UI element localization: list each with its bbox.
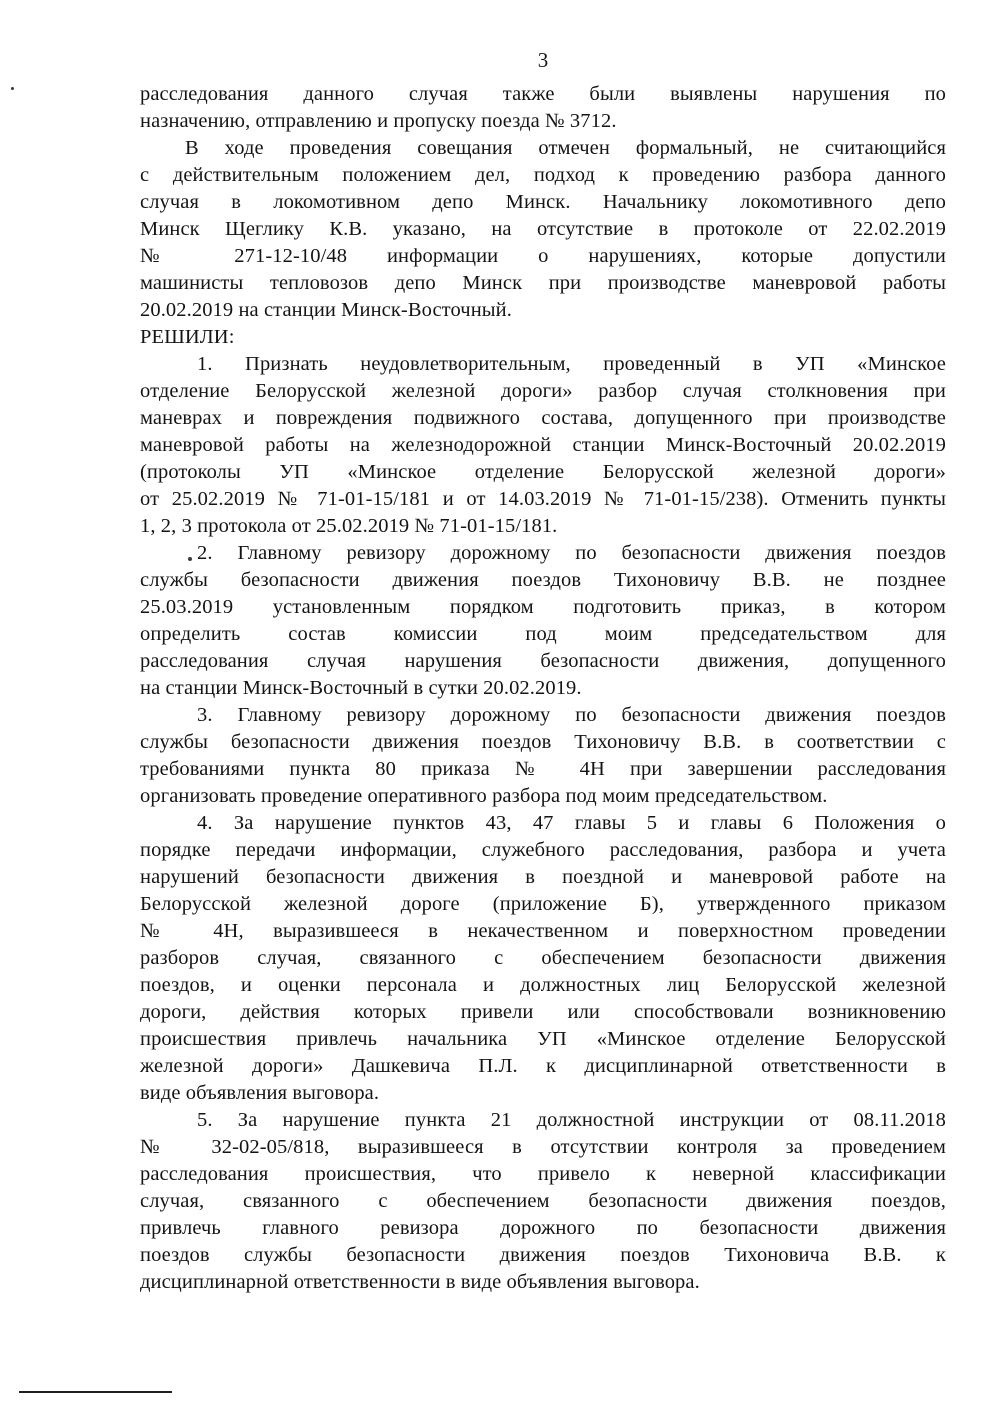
- paragraph: [140, 81, 946, 135]
- scan-artifact-dot: [11, 87, 14, 90]
- text-line: на станции Минск-Восточный в сутки 20.02.2019.: [140, 677, 582, 699]
- paragraph: [140, 540, 946, 702]
- text-line: Белорусской железной дороге (приложение Б), утвержденного приказом: [140, 893, 946, 915]
- text-line: дисциплинарной ответственности в виде объявления выговора.: [140, 1271, 700, 1293]
- text-line: 3. Главному ревизору дорожному по безопасности движения поездов: [197, 704, 946, 726]
- text-line: случая, связанного с обеспечением безопасности движения поездов,: [140, 1190, 946, 1212]
- text-line: № 32-02-05/818, выразившееся в отсутствии контроля за проведением: [140, 1136, 946, 1158]
- text-line: 1. Признать неудовлетворительным, проведенный в УП «Минское: [197, 353, 946, 375]
- text-line: расследования случая нарушения безопасности движения, допущенного: [140, 650, 946, 672]
- footer-separator-line: [19, 1391, 172, 1393]
- text-line: 1, 2, 3 протокола от 25.02.2019 № 71-01-15/181.: [140, 515, 558, 537]
- text-line: В ходе проведения совещания отмечен формальный, не считающийся: [185, 137, 946, 159]
- text-line: отделение Белорусской железной дороги» разбор случая столкновения при: [140, 380, 946, 402]
- text-line: № 4Н, выразившееся в некачественном и поверхностном проведении: [140, 920, 946, 942]
- text-line: поездов, и оценки персонала и должностных лиц Белорусской железной: [140, 974, 946, 996]
- text-line: происшествия привлечь начальника УП «Минское отделение Белорусской: [140, 1028, 946, 1050]
- text-line: № 271-12-10/48 информации о нарушениях, которые допустили: [140, 245, 946, 267]
- text-line: требованиями пункта 80 приказа № 4Н при завершении расследования: [140, 758, 946, 780]
- text-line: порядке передачи информации, служебного расследования, разбора и учета: [140, 839, 946, 861]
- scan-artifact-dot: [188, 557, 192, 561]
- text-line: 25.03.2019 установленным порядком подготовить приказ, в котором: [140, 596, 946, 618]
- paragraph: [140, 702, 946, 810]
- text-line: дороги, действия которых привели или способствовали возникновению: [140, 1001, 946, 1023]
- text-line: разборов случая, связанного с обеспечением безопасности движения: [140, 947, 946, 969]
- text-line: определить состав комиссии под моим председательством для: [140, 623, 946, 645]
- text-line: назначению, отправлению и пропуску поезда № 3712.: [140, 110, 617, 132]
- paragraph: [140, 135, 946, 324]
- text-line: маневрах и повреждения подвижного состава, допущенного при производстве: [140, 407, 946, 429]
- text-line: виде объявления выговора.: [140, 1082, 380, 1104]
- text-line: случая в локомотивном депо Минск. Начальнику локомотивного депо: [140, 191, 946, 213]
- paragraph: [140, 351, 946, 540]
- text-line: (протоколы УП «Минское отделение Белорусской железной дороги»: [140, 461, 946, 483]
- text-line: маневровой работы на железнодорожной станции Минск-Восточный 20.02.2019: [140, 434, 946, 456]
- paragraph: [140, 1107, 946, 1296]
- text-line: машинисты тепловозов депо Минск при производстве маневровой работы: [140, 272, 946, 294]
- text-line: расследования происшествия, что привело к неверной классификации: [140, 1163, 946, 1185]
- text-line: 2. Главному ревизору дорожному по безопасности движения поездов: [197, 542, 946, 564]
- text-line: нарушений безопасности движения в поездной и маневровой работе на: [140, 866, 946, 888]
- text-line: с действительным положением дел, подход к проведению разбора данного: [140, 164, 946, 186]
- text-line: РЕШИЛИ:: [140, 326, 235, 348]
- text-line: 4. За нарушение пунктов 43, 47 главы 5 и главы 6 Положения о: [197, 812, 946, 834]
- text-line: Минск Щеглику К.В. указано, на отсутствие в протоколе от 22.02.2019: [140, 218, 946, 240]
- text-line: службы безопасности движения поездов Тихоновичу В.В. в соответствии с: [140, 731, 946, 753]
- text-line: железной дороги» Дашкевича П.Л. к дисциплинарной ответственности в: [140, 1055, 946, 1077]
- paragraph: [140, 324, 946, 351]
- text-line: расследования данного случая также были выявлены нарушения по: [140, 83, 946, 105]
- text-line: 20.02.2019 на станции Минск-Восточный.: [140, 299, 512, 321]
- text-line: привлечь главного ревизора дорожного по безопасности движения: [140, 1217, 946, 1239]
- page-number: 3: [537, 48, 549, 72]
- paragraph: [140, 810, 946, 1107]
- text-line: службы безопасности движения поездов Тихоновичу В.В. не позднее: [140, 569, 946, 591]
- document-body: [140, 81, 946, 1296]
- text-line: организовать проведение оперативного разбора под моим председательством.: [140, 785, 828, 807]
- text-line: от 25.02.2019 № 71-01-15/181 и от 14.03.2019 № 71-01-15/238). Отменить пункты: [140, 488, 946, 510]
- text-line: 5. За нарушение пункта 21 должностной инструкции от 08.11.2018: [197, 1109, 946, 1131]
- text-line: поездов службы безопасности движения поездов Тихоновича В.В. к: [140, 1244, 946, 1266]
